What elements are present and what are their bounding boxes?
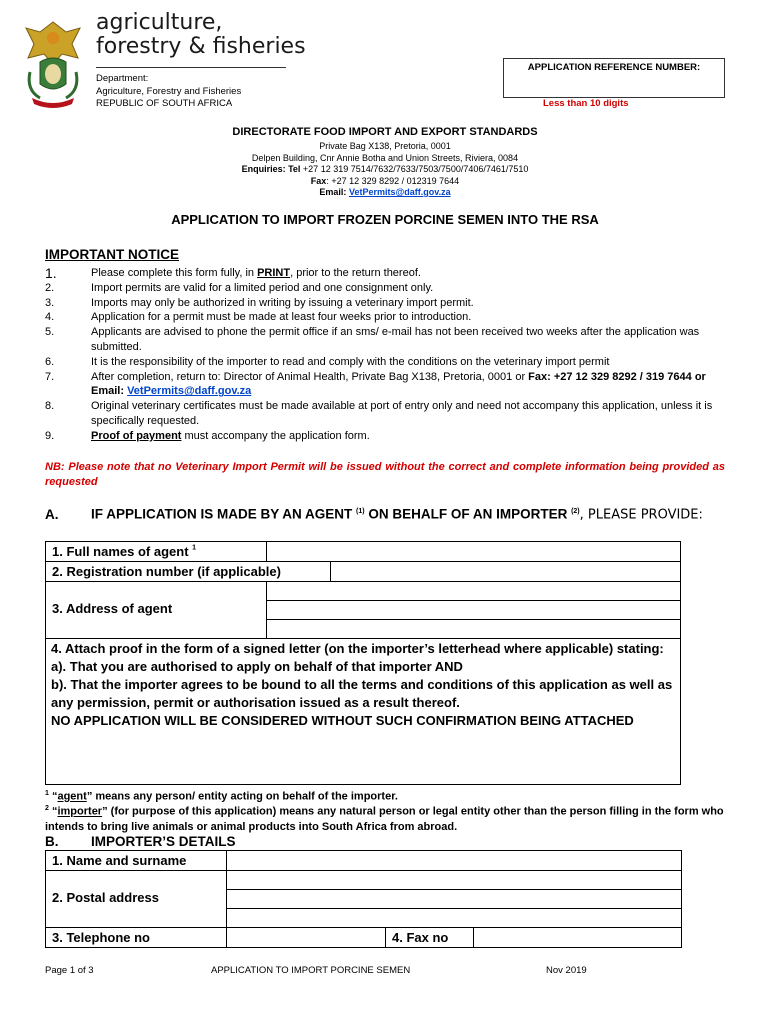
enquiries-value: +27 12 319 7514/7632/7633/7503/7500/7406/7461/7510 (300, 164, 529, 174)
department-subtitle (96, 73, 241, 111)
agent-address-field-2[interactable] (266, 600, 681, 620)
footnote-text: means any person/ entity acting on behalf of the importer. (92, 790, 398, 803)
registration-label-cell (45, 561, 331, 582)
section-a-letter: A. (45, 506, 59, 522)
agent-address-label-cell (45, 581, 267, 639)
notice-item (45, 325, 725, 355)
agent-name-label: 1. Full names of agent (52, 544, 193, 559)
agent-name-field[interactable] (266, 541, 681, 562)
notice-num: 9. (45, 429, 55, 442)
section-b-title: IMPORTER’S DETAILS (91, 834, 236, 849)
postal-address-label: 2. Postal address (52, 890, 159, 905)
notice-text: , prior to the return thereof. (290, 267, 421, 279)
address-line2: Delpen Building, Cnr Annie Botha and Union Streets, Riviera, 0084 (251, 152, 519, 163)
fax-line (0, 176, 770, 188)
footnote-term: agent (57, 790, 87, 803)
email-label: Email: (319, 187, 349, 197)
notice-num: 7. (45, 370, 55, 383)
coat-of-arms-logo (18, 14, 88, 109)
telephone-label-cell (45, 927, 227, 948)
notice-num: 5. (45, 326, 55, 339)
notice-num: 6. (45, 355, 55, 368)
proof-line: a). That you are authorised to apply on behalf of that importer AND (51, 659, 463, 674)
section-a-text: IF APPLICATION IS MADE BY AN AGENT (91, 506, 357, 522)
notice-bold: Proof of payment (91, 429, 182, 442)
section-b-heading (45, 833, 725, 851)
postal-address-field-1[interactable] (226, 870, 682, 890)
notice-num: 3. (45, 296, 55, 309)
telephone-field[interactable] (226, 927, 386, 948)
directorate-address (0, 141, 770, 199)
proof-line: b). That the importer agrees to be bound to all the terms and conditions of this application as well as any permission, permit or authorisation issued as a result thereof. (51, 677, 673, 710)
notice-item (45, 429, 725, 444)
notice-item (45, 370, 725, 400)
notice-text: must accompany the application form. (181, 429, 370, 442)
proof-line: 4. Attach proof in the form of a signed letter (on the importer’s letterhead where applicable) stating: (51, 641, 664, 656)
notice-num: 1. (45, 265, 57, 281)
page-number: Page 1 of 3 (45, 965, 94, 976)
footer-date: Nov 2019 (546, 965, 587, 976)
notice-text: Original veterinary certificates must be made available at port of entry only and need not accompany this application, unless it is specifically requested. (91, 400, 713, 427)
fax-no-label: 4. Fax no (392, 930, 449, 945)
notice-item (45, 399, 725, 429)
header-divider (96, 67, 286, 68)
enquiries-label: Enquiries: Tel (241, 164, 301, 174)
notice-num: 8. (45, 400, 55, 413)
fax-label: Fax (310, 175, 327, 186)
footnote-1: $^1$ “agent” means any person/ entity acting on behalf of the importer. (45, 790, 398, 803)
name-surname-label-cell (45, 850, 227, 871)
footnote-text: (for purpose of this application) means any natural person or legal entity other than the person filling in the form who intends to bring live animals or animal products into South Africa from abroad. (45, 805, 724, 833)
registration-field[interactable] (330, 561, 681, 582)
fax-label-cell (385, 927, 474, 948)
agent-address-field-1[interactable] (266, 581, 681, 601)
notice-bold: Fax: +27 12 329 8292 / 319 7644 or Email: (91, 370, 706, 398)
registration-label: 2. Registration number (if applicable) (52, 564, 281, 579)
fax-value: : +27 12 329 8292 / 012319 7644 (326, 175, 460, 186)
section-b-letter: B. (45, 834, 59, 849)
proof-line: NO APPLICATION WILL BE CONSIDERED WITHOUT SUCH CONFIRMATION BEING ATTACHED (51, 713, 634, 728)
notice-text: Please complete this form fully, in (91, 267, 258, 279)
name-surname-field[interactable] (226, 850, 682, 871)
dept-sub-line2: Agriculture, Forestry and Fisheries (96, 85, 242, 97)
notice-num: 4. (45, 311, 55, 324)
notice-num: 2. (45, 281, 55, 294)
notice-text: Applicants are advised to phone the permit office if an sms/ e-mail has not been received two weeks after the application was submitted. (91, 326, 700, 353)
notice-text: After completion, return to: Director of Animal Health, Private Bag X138, Pretoria, 0001 or (91, 370, 529, 383)
enquiries-line (0, 164, 770, 176)
fax-field[interactable] (473, 927, 682, 948)
agent-address-label: 3. Address of agent (52, 601, 173, 616)
footnote-term: importer (57, 805, 103, 818)
section-a-heading (45, 503, 725, 525)
dept-sub-line1: Department: (96, 73, 149, 84)
footnote-ref: (1) (356, 508, 365, 515)
footnote-ref: (2) (571, 508, 580, 515)
footnote-num: 1 (45, 790, 49, 797)
department-name-line2: forestry & fisheries (96, 34, 306, 59)
application-reference-box[interactable] (503, 58, 725, 98)
notice-text: Import permits are valid for a limited period and one consignment only. (91, 281, 434, 294)
important-notice-heading: IMPORTANT NOTICE (45, 247, 179, 262)
address-line1: Private Bag X138, Pretoria, 0001 (319, 141, 451, 151)
email-link[interactable]: VetPermits@daff.gov.za (348, 187, 451, 197)
footnote-ref: 1 (192, 544, 197, 552)
footnote-2: $^2$ “importer” (for purpose of this application) means any natural person or legal entity other than the person filling in the form who intends to bring live animals or animal products into South Africa from abroad. (45, 805, 724, 833)
notice-item (45, 310, 725, 325)
name-surname-label: 1. Name and surname (52, 853, 187, 868)
postal-address-field-3[interactable] (226, 908, 682, 928)
proof-requirements-cell (45, 638, 681, 785)
notice-item (45, 281, 725, 296)
notice-item (45, 266, 725, 281)
dept-sub-line3: REPUBLIC OF SOUTH AFRICA (96, 98, 233, 109)
notice-text: Application for a permit must be made at least four weeks prior to introduction. (91, 311, 472, 324)
notice-email-link[interactable]: VetPermits@daff.gov.za (127, 385, 252, 398)
agent-name-label-cell (45, 541, 267, 562)
agent-address-field-3[interactable] (266, 619, 681, 639)
department-name-line1: agriculture, (96, 10, 223, 35)
reference-note: Less than 10 digits (543, 98, 629, 109)
notice-item (45, 296, 725, 311)
email-line (0, 187, 770, 199)
telephone-label: 3. Telephone no (52, 930, 150, 945)
section-a-text: ON BEHALF OF AN IMPORTER (364, 506, 572, 522)
application-title: APPLICATION TO IMPORT FROZEN PORCINE SEMEN INTO THE RSA (171, 212, 599, 227)
postal-address-field-2[interactable] (226, 889, 682, 909)
notice-text: It is the responsibility of the importer to read and comply with the conditions on the veterinary import permit (91, 355, 610, 368)
reference-label: APPLICATION REFERENCE NUMBER: (527, 62, 701, 73)
notice-item (45, 355, 725, 370)
footer-title: APPLICATION TO IMPORT PORCINE SEMEN (211, 965, 411, 976)
directorate-title: DIRECTORATE FOOD IMPORT AND EXPORT STANDARDS (232, 126, 538, 138)
footnote-num: 2 (45, 805, 49, 812)
important-notice-list (45, 266, 725, 444)
nb-warning: NB: Please note that no Veterinary Import Permit will be issued without the correct and complete information being provided as requested (45, 461, 725, 488)
section-a-text-rest: , PLEASE PROVIDE: (579, 507, 703, 523)
postal-address-label-cell (45, 870, 227, 928)
notice-text: Imports may only be authorized in writing by issuing a veterinary import permit. (91, 296, 474, 309)
notice-bold: PRINT (257, 267, 291, 279)
